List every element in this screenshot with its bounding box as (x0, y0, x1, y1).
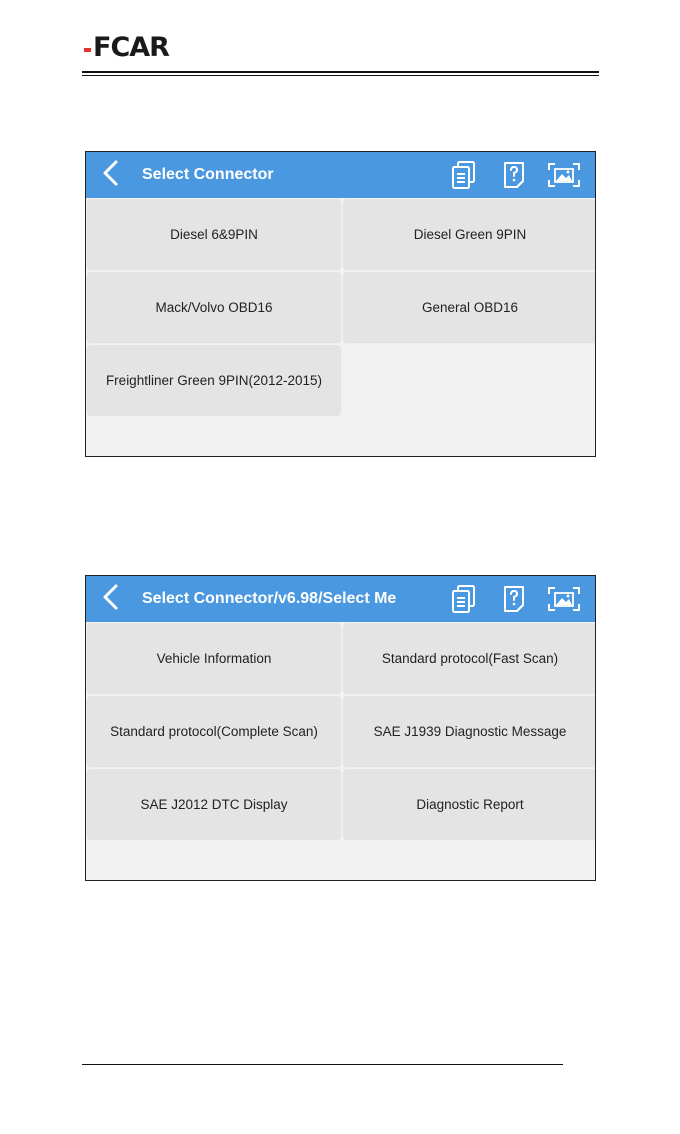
back-button[interactable] (88, 576, 134, 622)
back-button[interactable] (88, 152, 134, 198)
logo-accent-dash (84, 48, 91, 52)
logo-wordmark: FCAR (93, 32, 169, 63)
page-title: Select Connector/v6.98/Select Me (142, 590, 397, 607)
screen-select-connector (85, 151, 596, 457)
tile-standard-protocol-complete-scan[interactable]: Standard protocol(Complete Scan) (87, 696, 341, 766)
tile-sae-j2012-dtc-display[interactable]: SAE J2012 DTC Display (87, 769, 341, 839)
help-icon[interactable] (497, 158, 531, 192)
documents-icon[interactable] (447, 582, 481, 616)
page-title: Select Connector (142, 166, 274, 183)
tile-freightliner-green-9pin[interactable]: Freightliner Green 9PIN(2012-2015) (87, 345, 341, 415)
tile-general-obd16[interactable]: General OBD16 (343, 272, 596, 342)
header-divider-thin (82, 75, 599, 76)
screen-select-menu (85, 575, 596, 881)
help-icon[interactable] (497, 582, 531, 616)
header-divider (82, 71, 599, 73)
title-bar (86, 576, 595, 622)
back-arrow-icon (102, 160, 120, 191)
screenshot-icon[interactable] (547, 158, 581, 192)
tile-sae-j1939-diagnostic-message[interactable]: SAE J1939 Diagnostic Message (343, 696, 596, 766)
documents-icon[interactable] (447, 158, 481, 192)
title-bar (86, 152, 595, 198)
back-arrow-icon (102, 584, 120, 615)
tile-standard-protocol-fast-scan[interactable]: Standard protocol(Fast Scan) (343, 623, 596, 693)
tile-vehicle-information[interactable]: Vehicle Information (87, 623, 341, 693)
tile-mack-volvo-obd16[interactable]: Mack/Volvo OBD16 (87, 272, 341, 342)
footer-divider (82, 1064, 563, 1065)
tile-diesel-6-9pin[interactable]: Diesel 6&9PIN (87, 199, 341, 269)
tile-diesel-green-9pin[interactable]: Diesel Green 9PIN (343, 199, 596, 269)
screenshot-icon[interactable] (547, 582, 581, 616)
fcar-logo (84, 33, 169, 63)
tile-diagnostic-report[interactable]: Diagnostic Report (343, 769, 596, 839)
